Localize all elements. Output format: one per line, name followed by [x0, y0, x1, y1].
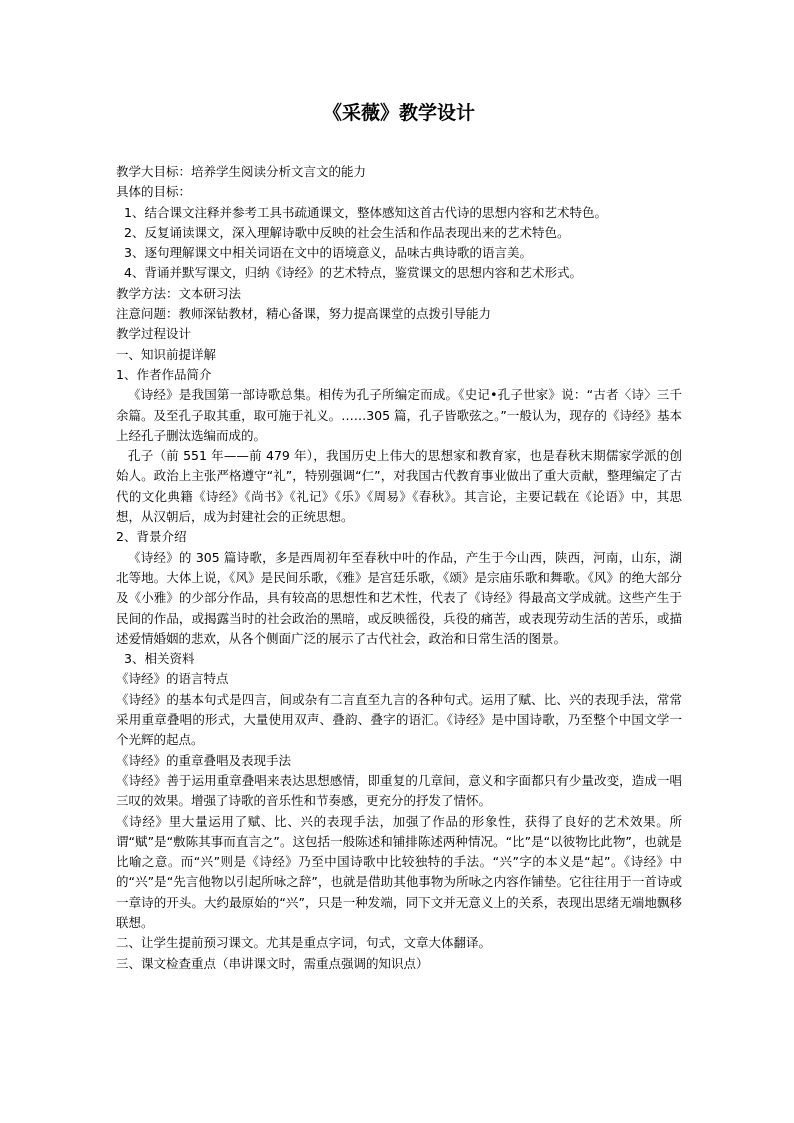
paragraph: 2、背景介绍 [116, 529, 187, 545]
paragraph: 注意问题：教师深钻教材，精心备课，努力提高课堂的点拨引导能力 [116, 306, 492, 322]
paragraph: 《诗经》的 305 篇诗歌，多是西周初年至春秋中叶的作品，产生于今山西，陕西，河南，山东，湖北等地。大体上说，《风》是民间乐歌，《雅》是宫廷乐歌，《颂》是宗庙乐歌和舞歌。《风》的绝大部分及《小雅》的少部分作品，具有较高的思想性和艺术性，代表了《诗经》得最高文学成就。这些产生于民间的作品，或揭露当时的社会政治的黑暗，或反映徭役，兵役的痛苦，或表现劳动生活的苦乐，或描述爱情婚姻的悲欢，从各个侧面广泛的展示了古代社会，政治和日常生活的图景。 [116, 549, 682, 646]
paragraph: 《诗经》的重章叠唱及表现手法 [116, 752, 292, 768]
paragraph: 具体的目标： [116, 184, 192, 200]
paragraph: 1、作者作品简介 [116, 366, 212, 382]
paragraph: 《诗经》是我国第一部诗歌总集。相传为孔子所编定而成。《史记•孔子世家》说：“古者〈诗〉三千余篇。及至孔子取其重，取可施于礼义。……305 篇，孔子皆歌弦之。”一般认为，现存的《诗经》基本上经孔子删汰选编而成的。 [116, 387, 682, 443]
paragraph: 三、课文检查重点（串讲课文时，需重点强调的知识点） [116, 955, 429, 971]
document-page [116, 100, 682, 974]
paragraph: 一、知识前提详解 [116, 346, 217, 362]
paragraph: 《诗经》的基本句式是四言，间或杂有二言直至九言的各种句式。运用了赋、比、兴的表现手法，常常采用重章叠唱的形式，大量使用双声、叠韵、叠字的语汇。《诗经》是中国诗歌，乃至整个中国文学一个光辉的起点。 [116, 691, 682, 748]
paragraph: 3、逐句理解课文中相关词语在文中的语境意义，品味古典诗歌的语言美。 [124, 245, 532, 261]
paragraph: 孔子（前 551 年——前 479 年），我国历史上伟大的思想家和教育家，也是春秋末期儒家学派的创始人。政治上主张严格遵守“礼”，特别强调“仁”，对我国古代教育事业做出了重大贡献，整理编定了古代的文化典籍《诗经》《尚书》《礼记》《乐》《周易》《春秋》。其言论，主要记载在《论语》中，其思想，从汉朝后，成为封建社会的正统思想。 [116, 448, 682, 525]
paragraph: 《诗经》里大量运用了赋、比、兴的表现手法，加强了作品的形象性，获得了良好的艺术效果。所谓“赋”是“敷陈其事而直言之”。这包括一般陈述和铺排陈述两种情况。“比”是“以彼物比此物”，也就是比喻之意。而“兴”则是《诗经》乃至中国诗歌中比较独特的手法。“兴”字的本义是“起”。《诗经》中的“兴”是“先言他物以引起所咏之辞”，也就是借助其他事物为所咏之内容作铺垫。它往往用于一首诗或一章诗的开头。大约最原始的“兴”，只是一种发端，同下文并无意义上的关系，表现出思绪无端地飘移联想。 [116, 813, 682, 930]
paragraph: 二、让学生提前预习课文。尤其是重点字词，句式，文章大体翻译。 [116, 935, 492, 951]
paragraph: 2、反复诵读课文，深入理解诗歌中反映的社会生活和作品表现出来的艺术特色。 [124, 224, 570, 240]
paragraph: 教学方法：文本研习法 [116, 285, 242, 301]
paragraph: 4、背诵并默写课文，归纳《诗经》的艺术特点，鉴赏课文的思想内容和艺术形式。 [124, 265, 582, 281]
document-body [116, 162, 682, 974]
paragraph: 教学大目标：培养学生阅读分析文言文的能力 [116, 164, 367, 179]
paragraph: 教学过程设计 [116, 326, 192, 342]
paragraph: 《诗经》的语言特点 [116, 671, 229, 687]
paragraph: 《诗经》善于运用重章叠唱来表达思想感情，即重复的几章间，意义和字面都只有少量改变，造成一唱三叹的效果。增强了诗歌的音乐性和节奏感，更充分的抒发了情怀。 [116, 772, 682, 809]
paragraph: 1、结合课文注释并参考工具书疏通课文，整体感知这首古代诗的思想内容和艺术特色。 [124, 204, 607, 220]
paragraph: 3、相关资料 [124, 651, 195, 667]
document-title: 《采薇》教学设计 [322, 102, 475, 124]
